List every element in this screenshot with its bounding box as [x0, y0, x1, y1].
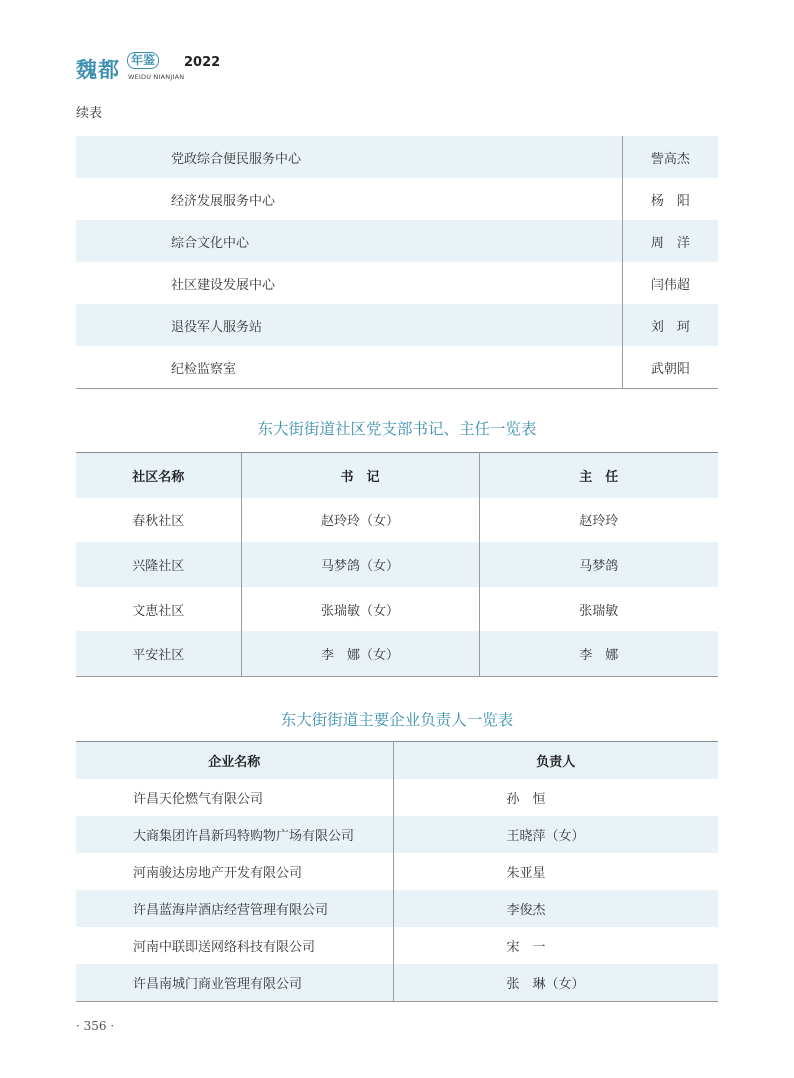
- community-name: 文恵社区: [132, 603, 185, 619]
- table-row: [76, 964, 718, 1002]
- director-name: 张瑞敏: [479, 587, 718, 632]
- company-name: 许昌南城门商业管理有限公司: [133, 977, 303, 992]
- table-row: [76, 220, 718, 262]
- office-name: 经济发展服务中心: [171, 193, 276, 209]
- table-row: [76, 498, 718, 543]
- company-name: 许昌蓝海岸酒店经营管理有限公司: [133, 903, 329, 918]
- table-row: [76, 178, 718, 220]
- company-head: 李俊杰: [393, 890, 718, 927]
- director-name: 赵玲玲: [479, 498, 718, 543]
- page-number: · 356 ·: [76, 1019, 115, 1033]
- table-row: [76, 346, 718, 389]
- company-head: 宋 一: [393, 927, 718, 964]
- table-row: [76, 587, 718, 632]
- table-row: [76, 631, 718, 676]
- table-row: [76, 853, 718, 890]
- company-head: 张 琳（女）: [393, 964, 718, 1002]
- continued-label: 续表: [76, 106, 103, 121]
- office-name: 综合文化中心: [171, 235, 250, 251]
- column-header-director: 主 任: [479, 453, 718, 498]
- column-header-company: 企业名称: [208, 755, 261, 770]
- office-name: 社区建设发展中心: [171, 277, 276, 293]
- table-row: [76, 927, 718, 964]
- director-name: 马梦鸽: [479, 542, 718, 587]
- office-head: 周 洋: [622, 220, 718, 262]
- office-name: 党政综合便民服务中心: [171, 151, 302, 167]
- company-name: 许昌天伦燃气有限公司: [133, 792, 264, 807]
- community-leaders-table: [76, 452, 718, 677]
- table-header-row: [76, 453, 718, 498]
- office-head: 杨 阳: [622, 178, 718, 220]
- enterprise-heads-table: [76, 741, 718, 1002]
- company-name: 大商集团许昌新玛特购物广场有限公司: [133, 829, 355, 844]
- community-name: 平安社区: [132, 648, 185, 664]
- column-header-secretary: 书 记: [241, 453, 479, 498]
- column-header-community: 社区名称: [132, 469, 185, 485]
- community-name: 春秋社区: [132, 514, 185, 530]
- office-head: 闫伟超: [622, 262, 718, 304]
- table-row: [76, 262, 718, 304]
- column-header-person: 负责人: [393, 742, 718, 780]
- table-row: [76, 816, 718, 853]
- yearbook-logo: [76, 50, 236, 84]
- enterprise-table-title: 东大街街道主要企业负责人一览表: [280, 711, 514, 729]
- director-name: 李 娜: [479, 631, 718, 676]
- office-heads-table: [76, 136, 718, 389]
- table-header-row: [76, 742, 718, 780]
- office-name: 退役军人服务站: [171, 319, 263, 335]
- table-row: [76, 542, 718, 587]
- table-row: [76, 136, 718, 178]
- table-row: [76, 890, 718, 927]
- logo-subtitle: WEIDU NIANJIAN: [128, 73, 185, 81]
- secretary-name: 张瑞敏（女）: [241, 587, 479, 632]
- office-head: 訾高杰: [622, 136, 718, 178]
- office-head: 刘 珂: [622, 304, 718, 346]
- logo-badge: 年鉴: [127, 52, 159, 69]
- table-row: [76, 304, 718, 346]
- logo-title: 魏都: [76, 57, 120, 82]
- office-head: 武朝阳: [622, 346, 718, 389]
- table-row: [76, 779, 718, 816]
- secretary-name: 李 娜（女）: [241, 631, 479, 676]
- company-name: 河南中联即送网络科技有限公司: [133, 940, 316, 955]
- secretary-name: 马梦鸽（女）: [241, 542, 479, 587]
- office-name: 纪检监察室: [171, 361, 237, 377]
- logo-year: 2022: [184, 55, 221, 70]
- secretary-name: 赵玲玲（女）: [241, 498, 479, 543]
- company-head: 孙 恒: [393, 779, 718, 816]
- company-head: 朱亚星: [393, 853, 718, 890]
- company-head: 王晓萍（女）: [393, 816, 718, 853]
- company-name: 河南骏达房地产开发有限公司: [133, 866, 303, 881]
- community-name: 兴隆社区: [132, 558, 185, 574]
- community-table-title: 东大街街道社区党支部书记、主任一览表: [257, 420, 537, 438]
